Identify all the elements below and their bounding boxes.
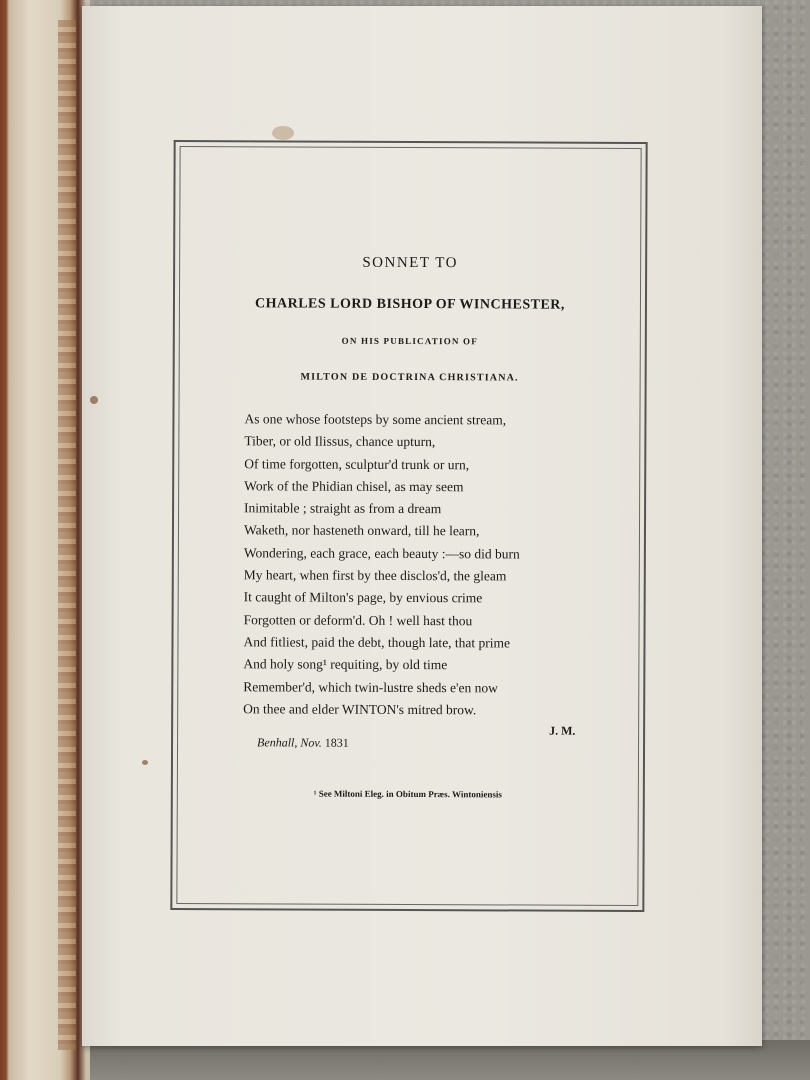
poem-line: Wondering, each grace, each beauty :—so did burn — [243, 545, 520, 562]
author-signature: J. M. — [549, 723, 576, 738]
page-stain — [272, 126, 294, 140]
poem-line: Remember'd, which twin-lustre sheds e'en now — [243, 678, 498, 695]
poem-line: And holy song¹ requiting, by old time — [243, 656, 448, 673]
occasion-line: ON HIS PUBLICATION OF — [341, 335, 478, 347]
poem-line: Forgotten or deform'd. Oh ! well hast thou — [243, 611, 473, 628]
poem-line: Inimitable ; straight as from a dream — [244, 500, 442, 517]
poem-line: As one whose footsteps by some ancient stream, — [244, 411, 507, 428]
year: 1831 — [324, 735, 349, 750]
page-stain — [142, 760, 148, 765]
work-title: MILTON DE DOCTRINA CHRISTIANA. — [300, 371, 519, 384]
background-carpet — [0, 1040, 810, 1080]
poem-line: My heart, when first by thee disclos'd, the gleam — [243, 567, 507, 584]
poem-line: Work of the Phidian chisel, as may seem — [244, 478, 464, 495]
place: Benhall, Nov. — [257, 735, 322, 750]
poem-line: Of time forgotten, sculptur'd trunk or urn, — [244, 455, 470, 472]
poem-line: It caught of Milton's page, by envious crime — [243, 589, 483, 606]
page-stain — [90, 396, 98, 404]
poem-line: And fitliest, paid the debt, though late, that prime — [243, 634, 511, 651]
poem-line: Tiber, or old Ilissus, chance upturn, — [244, 433, 436, 450]
page-border-frame — [170, 140, 647, 912]
place-date — [257, 735, 349, 750]
poem-line: On thee and elder WINTON's mitred brow. — [243, 701, 477, 718]
dedicatee: CHARLES LORD BISHOP OF WINCHESTER, — [254, 296, 565, 313]
book-cover-edge — [0, 0, 90, 1080]
sonnet-text-block — [172, 142, 645, 910]
sonnet-body — [243, 408, 574, 722]
poem-line: Waketh, nor hasteneth onward, till he learn, — [243, 522, 480, 539]
sonnet-title: SONNET TO — [362, 254, 458, 272]
footnote: ¹ See Miltoni Eleg. in Obitum Præs. Wintoniensis — [313, 788, 502, 800]
torn-spine — [58, 20, 76, 1050]
